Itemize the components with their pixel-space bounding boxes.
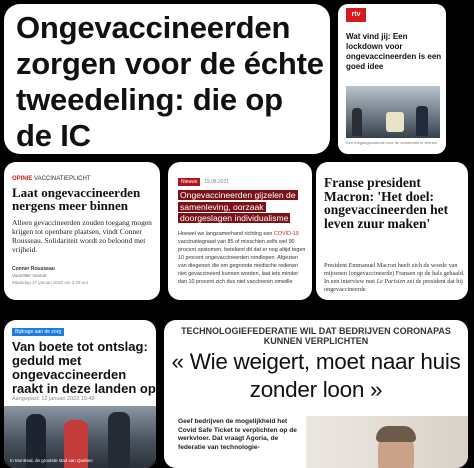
opinion-tag: OPINIE VACCINATIEPLICHT	[12, 176, 91, 182]
updated-date: Aangepast: 12 januari 2022 15:48	[12, 396, 95, 402]
headline-ic: Ongevaccineerden zorgen voor de échte tweedeling: die op de IC	[16, 10, 324, 153]
headline-card-ic[interactable]	[4, 4, 330, 154]
christmas-market-photo	[346, 86, 440, 138]
macron-body: President Emmanuel Macron heeft zich de woede van mijoenen (ongevaccineerde) Fransen op de hals gehaald. In een interview met Le Parisien zei de president dat hij ongevaccineerde	[324, 262, 465, 293]
article-card-rtv[interactable]	[338, 4, 446, 154]
rtv-logo: rtv	[346, 8, 366, 22]
agoria-quote: « Wie weigert, moet naar huis zonder loon »	[171, 349, 461, 402]
agoria-body: Geef bedrijven de mogelijkheid het Covid Safe Ticket te verplichten op de werkvloer. Dat vraagt Agoria, de federatie van technologie-	[178, 418, 297, 451]
portrait-photo	[306, 416, 468, 468]
article-card-macron[interactable]	[316, 162, 468, 300]
boete-title: Van boete tot ontslag: geduld met ongevaccineerden raakt in deze landen op	[12, 339, 156, 396]
news-badge: Nieuws	[178, 178, 200, 186]
news-card-gijzelen[interactable]	[168, 162, 312, 300]
author-role: Voorzitter Vooruit	[12, 273, 47, 278]
news-body: Hoewel we langzamerhand richting een COVID-19 vaccinatiegraad van 85 of misschien zelfs wel 90 procent opstomen, betekent dit dat er nog altijd tegen 10 procent ongevaccineerden rondlopen. Afgezien van diegenen die om gegronde medische redenen niet gevaccineerd kunnen worden, laat iets minder dan 10 procent zich dus niet vaccineren omwille	[178, 231, 306, 285]
montreal-caption: In Montreal, de grootste stad van Quebec	[10, 458, 93, 463]
article-card-agoria[interactable]	[164, 320, 468, 468]
author-name: Conner Rousseau	[12, 266, 55, 272]
opinion-title: Laat ongevaccineerden nergens meer binnen	[12, 185, 141, 213]
news-date: 19.08.2021	[204, 179, 230, 185]
article-title-lockdown: Wat vind jij: Een lockdown voor ongevaccineerden is een goed idee	[346, 32, 442, 71]
news-title: Ongevaccineerden gijzelen de samenleving, oorzaak doorgeslagen individualisme	[180, 190, 296, 223]
macron-title: Franse president Macron: 'Het doel: ongevaccineerden het leven zuur maken'	[324, 175, 449, 231]
publish-date: Maandag 17 januari 2022 om 3.25 uur	[12, 280, 89, 285]
agoria-kicker: TECHNOLOGIEFEDERATIE WIL DAT BEDRIJVEN CORONAPAS KUNNEN VERPLICHTEN	[181, 326, 451, 346]
montreal-photo	[4, 406, 156, 468]
opinion-lead: Alleen gevaccineerden zouden toegang mogen krijgen tot openbare plaatsen, vindt Conner Rousseau. Solidariteit wordt zo beloond met vrijheid.	[12, 218, 152, 254]
photo-caption: Een toegangscontrole voor de kerstmarkt in Wenen	[346, 140, 438, 145]
section-tag: Bijdrage aan de zorg	[12, 328, 64, 336]
opinion-card-rousseau[interactable]	[4, 162, 160, 300]
article-card-boete[interactable]	[4, 320, 156, 468]
